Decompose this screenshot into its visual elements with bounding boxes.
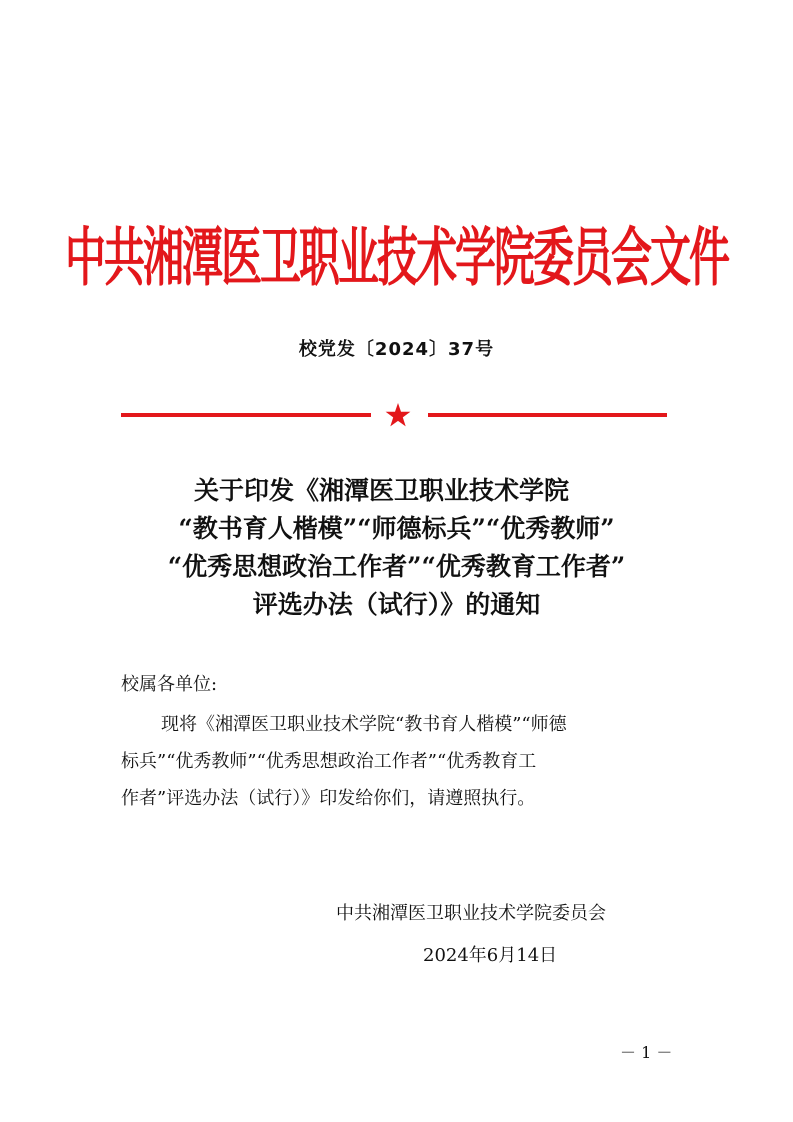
body-paragraph bbox=[121, 706, 681, 817]
red-divider-right bbox=[428, 413, 667, 417]
red-divider-left bbox=[121, 413, 371, 417]
red-star-icon bbox=[385, 402, 411, 428]
recipient: 校属各单位: bbox=[121, 674, 218, 695]
notice-title-line: 关于印发《湘潭医卫职业技术学院 bbox=[193, 476, 569, 505]
issue-date: 2024年6月14日 bbox=[423, 945, 558, 966]
red-header-title: 中共湘潭医卫职业技术学院委员会文件 bbox=[65, 220, 728, 296]
body-line: 作者”评选办法（试行）》印发给你们，请遵照执行。 bbox=[121, 788, 536, 809]
notice-title-line: “优秀思想政治工作者”“优秀教育工作者” bbox=[167, 552, 626, 581]
document-number: 校党发〔2024〕37号 bbox=[298, 339, 495, 360]
issuer-signature: 中共湘潭医卫职业技术学院委员会 bbox=[336, 903, 606, 924]
page-number: － 1 － bbox=[620, 1043, 673, 1062]
body-line: 标兵”“优秀教师”“优秀思想政治工作者”“优秀教育工 bbox=[121, 751, 537, 772]
star-shape bbox=[386, 403, 411, 426]
notice-title-line: “教书育人楷模”“师德标兵”“优秀教师” bbox=[178, 514, 615, 543]
notice-title bbox=[60, 472, 733, 624]
body-line: 现将《湘潭医卫职业技术学院“教书育人楷模”“师德 bbox=[161, 714, 567, 735]
notice-title-line: 评选办法（试行）》的通知 bbox=[252, 590, 541, 619]
